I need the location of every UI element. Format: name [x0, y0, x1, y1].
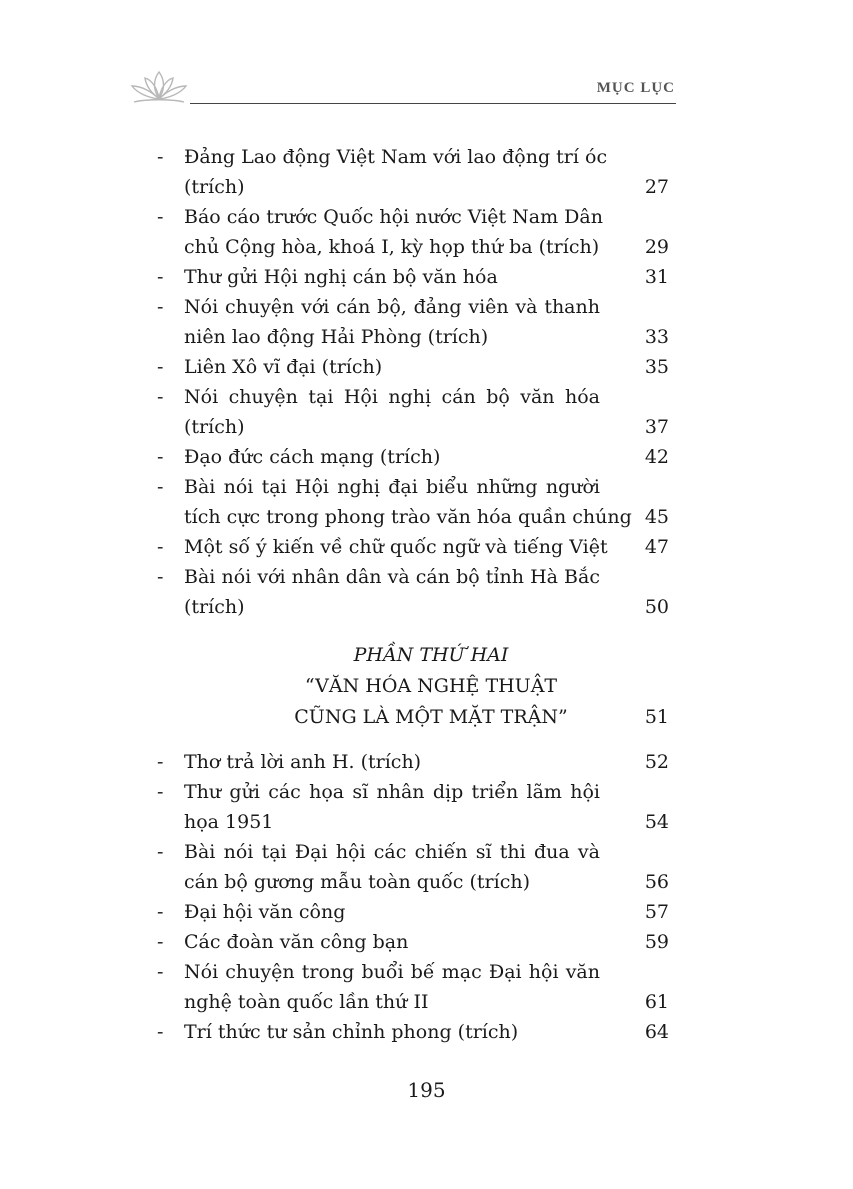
toc-entry[interactable] — [157, 532, 677, 562]
entry-bullet: - — [157, 781, 164, 803]
toc-entry[interactable] — [157, 957, 677, 1017]
entry-title-line: Bài nói với nhân dân và cán bộ tỉnh Hà Bắc — [184, 566, 600, 588]
header-rule — [190, 103, 676, 104]
entry-page-number: 54 — [644, 811, 669, 833]
entry-bullet: - — [157, 446, 164, 468]
toc-entry[interactable] — [157, 142, 677, 202]
entry-page-number: 47 — [644, 536, 669, 558]
entry-title-line: Nói chuyện tại Hội nghị cán bộ văn hóa — [184, 386, 600, 408]
part-page-number: 51 — [644, 706, 669, 728]
entry-title-line: Thư gửi Hội nghị cán bộ văn hóa — [184, 266, 498, 288]
part-title-line-2: CŨNG LÀ MỘT MẶT TRẬN” — [294, 706, 568, 728]
entry-bullet: - — [157, 386, 164, 408]
section-one-list — [157, 142, 677, 622]
entry-title-line: Nói chuyện trong buổi bế mạc Đại hội văn — [184, 961, 600, 983]
entry-page-number: 57 — [644, 901, 669, 923]
entry-title-line: Thơ trả lời anh H. (trích) — [184, 751, 422, 773]
entry-title-line: Liên Xô vĩ đại (trích) — [184, 356, 383, 378]
section-two-list — [157, 747, 677, 1047]
entry-page-number: 59 — [644, 931, 669, 953]
entry-page-number: 33 — [644, 326, 669, 348]
lotus-icon — [128, 68, 190, 108]
toc-entry[interactable] — [157, 897, 677, 927]
toc-entry[interactable] — [157, 202, 677, 262]
part-label: PHẦN THỨ HAI — [353, 644, 509, 666]
entry-bullet: - — [157, 1021, 164, 1043]
toc-entry[interactable] — [157, 1017, 677, 1047]
entry-page-number: 52 — [644, 751, 669, 773]
entry-page-number: 64 — [644, 1021, 669, 1043]
entry-title-line: Các đoàn văn công bạn — [184, 931, 409, 953]
entry-title-line: tích cực trong phong trào văn hóa quần chúng — [184, 506, 632, 528]
entry-title-line: (trích) — [184, 176, 245, 198]
entry-page-number: 35 — [644, 356, 669, 378]
entry-bullet: - — [157, 751, 164, 773]
entry-title-line: Bài nói tại Đại hội các chiến sĩ thi đua và — [184, 841, 600, 863]
entry-bullet: - — [157, 841, 164, 863]
entry-title-line: Nói chuyện với cán bộ, đảng viên và thanh — [184, 296, 600, 318]
table-of-contents — [157, 142, 677, 1047]
header-title: MỤC LỤC — [596, 80, 675, 96]
entry-title-line: Trí thức tư sản chỉnh phong (trích) — [184, 1021, 519, 1043]
toc-entry[interactable] — [157, 382, 677, 442]
entry-bullet: - — [157, 931, 164, 953]
entry-title-line: Đảng Lao động Việt Nam với lao động trí óc — [184, 146, 608, 168]
entry-title-line: Bài nói tại Hội nghị đại biểu những người — [184, 476, 600, 498]
toc-entry[interactable] — [157, 352, 677, 382]
entry-page-number: 50 — [644, 596, 669, 618]
entry-bullet: - — [157, 536, 164, 558]
entry-bullet: - — [157, 476, 164, 498]
entry-title-line: họa 1951 — [184, 811, 274, 833]
entry-bullet: - — [157, 266, 164, 288]
toc-entry[interactable] — [157, 292, 677, 352]
entry-title-line: Thư gửi các họa sĩ nhân dịp triển lãm hội — [184, 781, 600, 803]
toc-entry[interactable] — [157, 472, 677, 532]
entry-page-number: 27 — [644, 176, 669, 198]
part-title-line-1: “VĂN HÓA NGHỆ THUẬT — [304, 675, 558, 697]
entry-page-number: 37 — [644, 416, 669, 438]
entry-page-number: 29 — [644, 236, 669, 258]
entry-title-line: Báo cáo trước Quốc hội nước Việt Nam Dân — [184, 206, 603, 228]
part-two-heading — [157, 640, 677, 733]
toc-entry[interactable] — [157, 262, 677, 292]
entry-title-line: Đạo đức cách mạng (trích) — [184, 446, 441, 468]
entry-title-line: nghệ toàn quốc lần thứ II — [184, 991, 429, 1013]
entry-bullet: - — [157, 296, 164, 318]
entry-page-number: 45 — [644, 506, 669, 528]
entry-bullet: - — [157, 961, 164, 983]
toc-entry[interactable] — [157, 747, 677, 777]
entry-title-line: Một số ý kiến về chữ quốc ngữ và tiếng Việt — [184, 536, 608, 558]
entry-page-number: 42 — [644, 446, 669, 468]
entry-title-line: (trích) — [184, 416, 245, 438]
entry-bullet: - — [157, 206, 164, 228]
entry-bullet: - — [157, 901, 164, 923]
entry-bullet: - — [157, 146, 164, 168]
entry-title-line: niên lao động Hải Phòng (trích) — [184, 326, 489, 348]
toc-entry[interactable] — [157, 837, 677, 897]
entry-page-number: 61 — [644, 991, 669, 1013]
entry-title-line: Đại hội văn công — [184, 901, 346, 923]
toc-entry[interactable] — [157, 777, 677, 837]
entry-title-line: chủ Cộng hòa, khoá I, kỳ họp thứ ba (trích) — [184, 236, 600, 258]
entry-title-line: cán bộ gương mẫu toàn quốc (trích) — [184, 871, 530, 893]
entry-bullet: - — [157, 566, 164, 588]
entry-bullet: - — [157, 356, 164, 378]
entry-title-line: (trích) — [184, 596, 245, 618]
toc-entry[interactable] — [157, 562, 677, 622]
footer-page-number: 195 — [407, 1078, 446, 1102]
entry-page-number: 31 — [644, 266, 669, 288]
toc-entry[interactable] — [157, 927, 677, 957]
entry-page-number: 56 — [644, 871, 669, 893]
toc-entry[interactable] — [157, 442, 677, 472]
